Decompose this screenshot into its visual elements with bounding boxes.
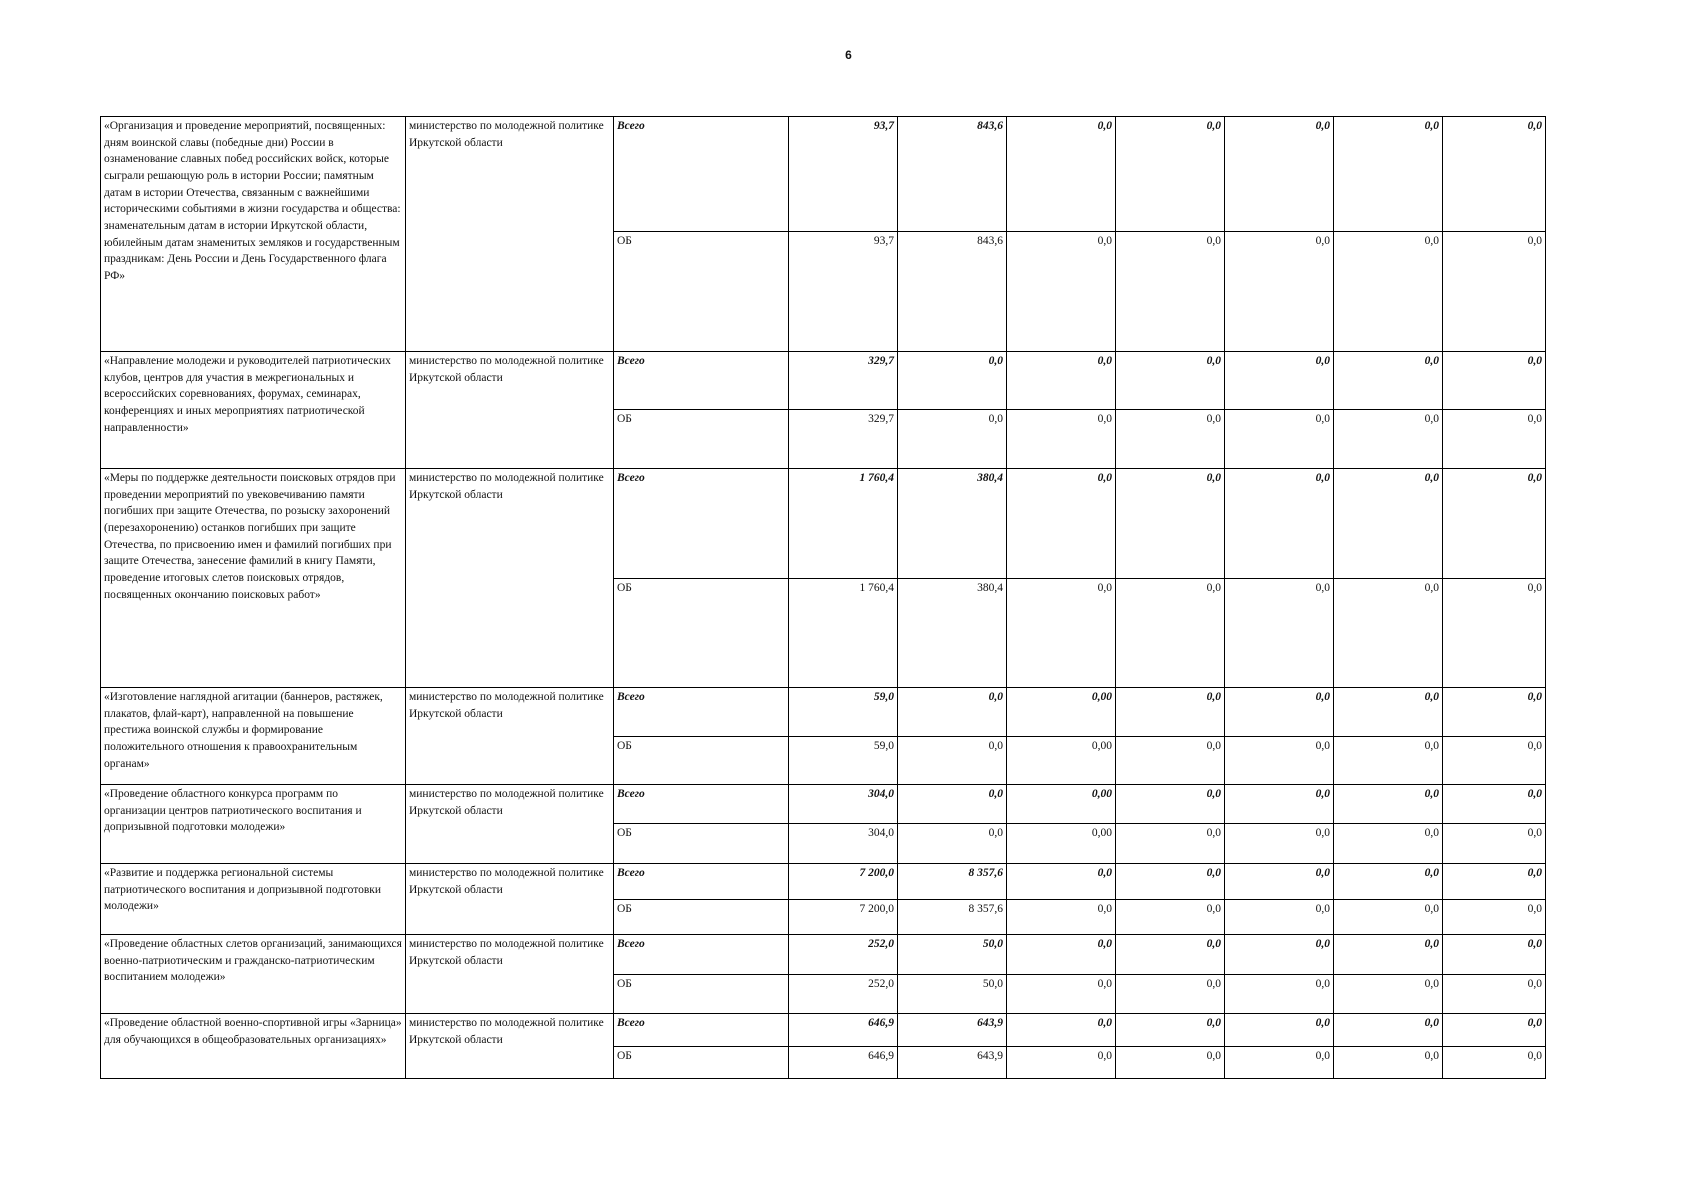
amount-ob-cell: 0,0 [898,824,1007,864]
amount-total-cell: 0,0 [1225,688,1334,737]
amount-ob-cell: 0,0 [1116,579,1225,688]
amount-total-cell: 329,7 [789,352,898,410]
table-row-total [101,785,1546,824]
amount-ob-cell: 50,0 [898,975,1007,1014]
amount-ob-cell: 843,6 [898,232,1007,352]
amount-total-cell: 0,0 [1443,352,1546,410]
amount-total-cell: 0,0 [898,785,1007,824]
amount-total-cell: 0,0 [1334,935,1443,975]
amount-total-cell: 0,0 [1334,688,1443,737]
amount-total-cell: 7 200,0 [789,864,898,900]
amount-total-cell: 0,0 [1443,1014,1546,1047]
amount-ob-cell: 0,0 [1443,900,1546,935]
amount-total-cell: 0,0 [1116,785,1225,824]
amount-total-cell: 0,0 [1334,864,1443,900]
funding-source-total-cell: Всего [614,352,789,410]
funding-source-ob-cell: ОБ [614,824,789,864]
amount-ob-cell: 0,0 [1334,737,1443,785]
funding-source-total-cell: Всего [614,117,789,232]
amount-total-cell: 304,0 [789,785,898,824]
amount-total-cell: 0,0 [898,688,1007,737]
funding-source-total-cell: Всего [614,469,789,579]
funding-source-ob-cell: ОБ [614,232,789,352]
amount-total-cell: 0,0 [1116,352,1225,410]
amount-ob-cell: 0,0 [1225,410,1334,469]
amount-ob-cell: 0,00 [1007,824,1116,864]
amount-total-cell: 380,4 [898,469,1007,579]
amount-total-cell: 0,0 [1225,469,1334,579]
amount-total-cell: 0,0 [1334,785,1443,824]
amount-total-cell: 0,0 [1116,935,1225,975]
amount-total-cell: 0,0 [1443,785,1546,824]
responsible-cell: министерство по молодежной политике Иркутской области [406,935,614,1014]
responsible-cell: министерство по молодежной политике Иркутской области [406,352,614,469]
amount-ob-cell: 0,0 [1334,1047,1443,1079]
amount-ob-cell: 0,0 [1334,410,1443,469]
amount-ob-cell: 0,0 [1116,737,1225,785]
amount-ob-cell: 7 200,0 [789,900,898,935]
amount-total-cell: 843,6 [898,117,1007,232]
amount-ob-cell: 0,0 [1007,579,1116,688]
amount-ob-cell: 0,0 [1116,410,1225,469]
activity-name-cell: «Организация и проведение мероприятий, посвященных: дням воинской славы (победные дни) России в ознаменование славных побед российских войск, которые сыграли решающую роль в истории России; памятным датам в истории Отечества, связанным с важнейшими историческими событиями в жизни государства и общества: знаменательным датам в истории Иркутской области, юбилейным датам знаменитых земляков и государственным праздникам: День России и День Государственного флага РФ» [101,117,406,352]
amount-ob-cell: 0,0 [898,737,1007,785]
amount-total-cell: 0,0 [1334,117,1443,232]
funding-source-total-cell: Всего [614,785,789,824]
table-row-total [101,352,1546,410]
amount-total-cell: 0,0 [1334,352,1443,410]
amount-total-cell: 0,0 [1334,1014,1443,1047]
amount-ob-cell: 329,7 [789,410,898,469]
activity-name-cell: «Развитие и поддержка региональной системы патриотического воспитания и допризывной подготовки молодежи» [101,864,406,935]
amount-ob-cell: 0,0 [1334,579,1443,688]
amount-ob-cell: 0,0 [1443,824,1546,864]
activity-name-cell: «Проведение областного конкурса программ по организации центров патриотического воспитания и допризывной подготовки молодежи» [101,785,406,864]
amount-ob-cell: 0,0 [1443,975,1546,1014]
amount-total-cell: 8 357,6 [898,864,1007,900]
amount-ob-cell: 0,0 [1225,737,1334,785]
amount-total-cell: 59,0 [789,688,898,737]
page-number: 6 [845,48,852,62]
amount-ob-cell: 304,0 [789,824,898,864]
amount-total-cell: 0,0 [1334,469,1443,579]
amount-ob-cell: 0,0 [1443,410,1546,469]
amount-total-cell: 1 760,4 [789,469,898,579]
amount-total-cell: 0,0 [1116,117,1225,232]
funding-source-ob-cell: ОБ [614,410,789,469]
amount-ob-cell: 0,0 [1443,579,1546,688]
responsible-cell: министерство по молодежной политике Иркутской области [406,1014,614,1079]
funding-table [100,116,1546,1079]
amount-ob-cell: 0,0 [1116,1047,1225,1079]
amount-ob-cell: 0,0 [1225,824,1334,864]
amount-ob-cell: 0,0 [1334,232,1443,352]
amount-total-cell: 0,0 [1007,1014,1116,1047]
amount-ob-cell: 252,0 [789,975,898,1014]
activity-name-cell: «Изготовление наглядной агитации (баннеров, растяжек, плакатов, флай-карт), направленной на повышение престижа воинской службы и формирование положительного отношения к правоохранительным органам» [101,688,406,785]
amount-total-cell: 0,00 [1007,785,1116,824]
amount-total-cell: 0,0 [1443,469,1546,579]
table-row-total [101,935,1546,975]
amount-ob-cell: 646,9 [789,1047,898,1079]
amount-ob-cell: 1 760,4 [789,579,898,688]
funding-source-ob-cell: ОБ [614,579,789,688]
funding-source-ob-cell: ОБ [614,737,789,785]
amount-total-cell: 0,0 [1116,864,1225,900]
amount-ob-cell: 643,9 [898,1047,1007,1079]
amount-ob-cell: 0,0 [1007,232,1116,352]
activity-name-cell: «Направление молодежи и руководителей патриотических клубов, центров для участия в межрегиональных и всероссийских соревнованиях, форумах, семинарах, конференциях и иных мероприятиях патриотической направленности» [101,352,406,469]
funding-source-ob-cell: ОБ [614,975,789,1014]
amount-total-cell: 0,0 [1443,935,1546,975]
amount-ob-cell: 0,0 [1225,900,1334,935]
amount-ob-cell: 0,0 [898,410,1007,469]
amount-total-cell: 0,0 [1443,117,1546,232]
responsible-cell: министерство по молодежной политике Иркутской области [406,864,614,935]
amount-total-cell: 0,0 [1225,935,1334,975]
amount-ob-cell: 0,0 [1116,232,1225,352]
responsible-cell: министерство по молодежной политике Иркутской области [406,688,614,785]
amount-total-cell: 0,0 [1007,469,1116,579]
funding-source-total-cell: Всего [614,688,789,737]
amount-total-cell: 0,0 [1225,864,1334,900]
responsible-cell: министерство по молодежной политике Иркутской области [406,469,614,688]
amount-total-cell: 0,0 [1007,117,1116,232]
amount-ob-cell: 0,0 [1116,900,1225,935]
amount-ob-cell: 0,0 [1007,975,1116,1014]
amount-total-cell: 643,9 [898,1014,1007,1047]
amount-ob-cell: 0,0 [1334,975,1443,1014]
amount-total-cell: 0,0 [1225,1014,1334,1047]
amount-total-cell: 0,0 [898,352,1007,410]
amount-ob-cell: 0,0 [1116,824,1225,864]
activity-name-cell: «Меры по поддержке деятельности поисковых отрядов при проведении мероприятий по увековечиванию памяти погибших при защите Отечества, по розыску захоронений (перезахоронению) останков погибших при защите Отечества, по присвоению имен и фамилий погибших при защите Отечества, занесение фамилий в книгу Памяти, проведение итоговых слетов поисковых отрядов, посвященных окончанию поисковых работ» [101,469,406,688]
amount-total-cell: 50,0 [898,935,1007,975]
amount-ob-cell: 0,0 [1225,1047,1334,1079]
amount-ob-cell: 0,0 [1007,410,1116,469]
amount-total-cell: 0,0 [1007,352,1116,410]
amount-total-cell: 0,0 [1116,688,1225,737]
amount-total-cell: 0,0 [1443,864,1546,900]
funding-source-ob-cell: ОБ [614,900,789,935]
amount-ob-cell: 0,0 [1116,975,1225,1014]
amount-total-cell: 0,0 [1225,785,1334,824]
amount-ob-cell: 0,00 [1007,737,1116,785]
amount-ob-cell: 93,7 [789,232,898,352]
amount-total-cell: 646,9 [789,1014,898,1047]
funding-source-total-cell: Всего [614,864,789,900]
amount-ob-cell: 0,0 [1443,1047,1546,1079]
amount-total-cell: 0,0 [1116,1014,1225,1047]
amount-ob-cell: 380,4 [898,579,1007,688]
activity-name-cell: «Проведение областной военно-спортивной игры «Зарница» для обучающихся в общеобразовательных организациях» [101,1014,406,1079]
amount-ob-cell: 8 357,6 [898,900,1007,935]
table-body [101,117,1546,1079]
amount-ob-cell: 0,0 [1007,1047,1116,1079]
responsible-cell: министерство по молодежной политике Иркутской области [406,785,614,864]
amount-total-cell: 0,00 [1007,688,1116,737]
amount-ob-cell: 0,0 [1443,737,1546,785]
table-row-total [101,688,1546,737]
amount-ob-cell: 0,0 [1334,824,1443,864]
amount-ob-cell: 0,0 [1225,579,1334,688]
table-row-total [101,864,1546,900]
amount-ob-cell: 0,0 [1225,975,1334,1014]
amount-total-cell: 0,0 [1225,352,1334,410]
amount-ob-cell: 0,0 [1334,900,1443,935]
table-row-total [101,1014,1546,1047]
amount-total-cell: 93,7 [789,117,898,232]
amount-total-cell: 0,0 [1007,935,1116,975]
activity-name-cell: «Проведение областных слетов организаций, занимающихся военно-патриотическим и гражданско-патриотическим воспитанием молодежи» [101,935,406,1014]
table-row-total [101,117,1546,232]
amount-total-cell: 0,0 [1007,864,1116,900]
amount-total-cell: 0,0 [1116,469,1225,579]
table-row-total [101,469,1546,579]
amount-total-cell: 0,0 [1443,688,1546,737]
funding-source-total-cell: Всего [614,1014,789,1047]
amount-ob-cell: 0,0 [1225,232,1334,352]
funding-source-ob-cell: ОБ [614,1047,789,1079]
amount-ob-cell: 0,0 [1443,232,1546,352]
amount-total-cell: 252,0 [789,935,898,975]
responsible-cell: министерство по молодежной политике Иркутской области [406,117,614,352]
amount-ob-cell: 0,0 [1007,900,1116,935]
amount-ob-cell: 59,0 [789,737,898,785]
amount-total-cell: 0,0 [1225,117,1334,232]
funding-source-total-cell: Всего [614,935,789,975]
